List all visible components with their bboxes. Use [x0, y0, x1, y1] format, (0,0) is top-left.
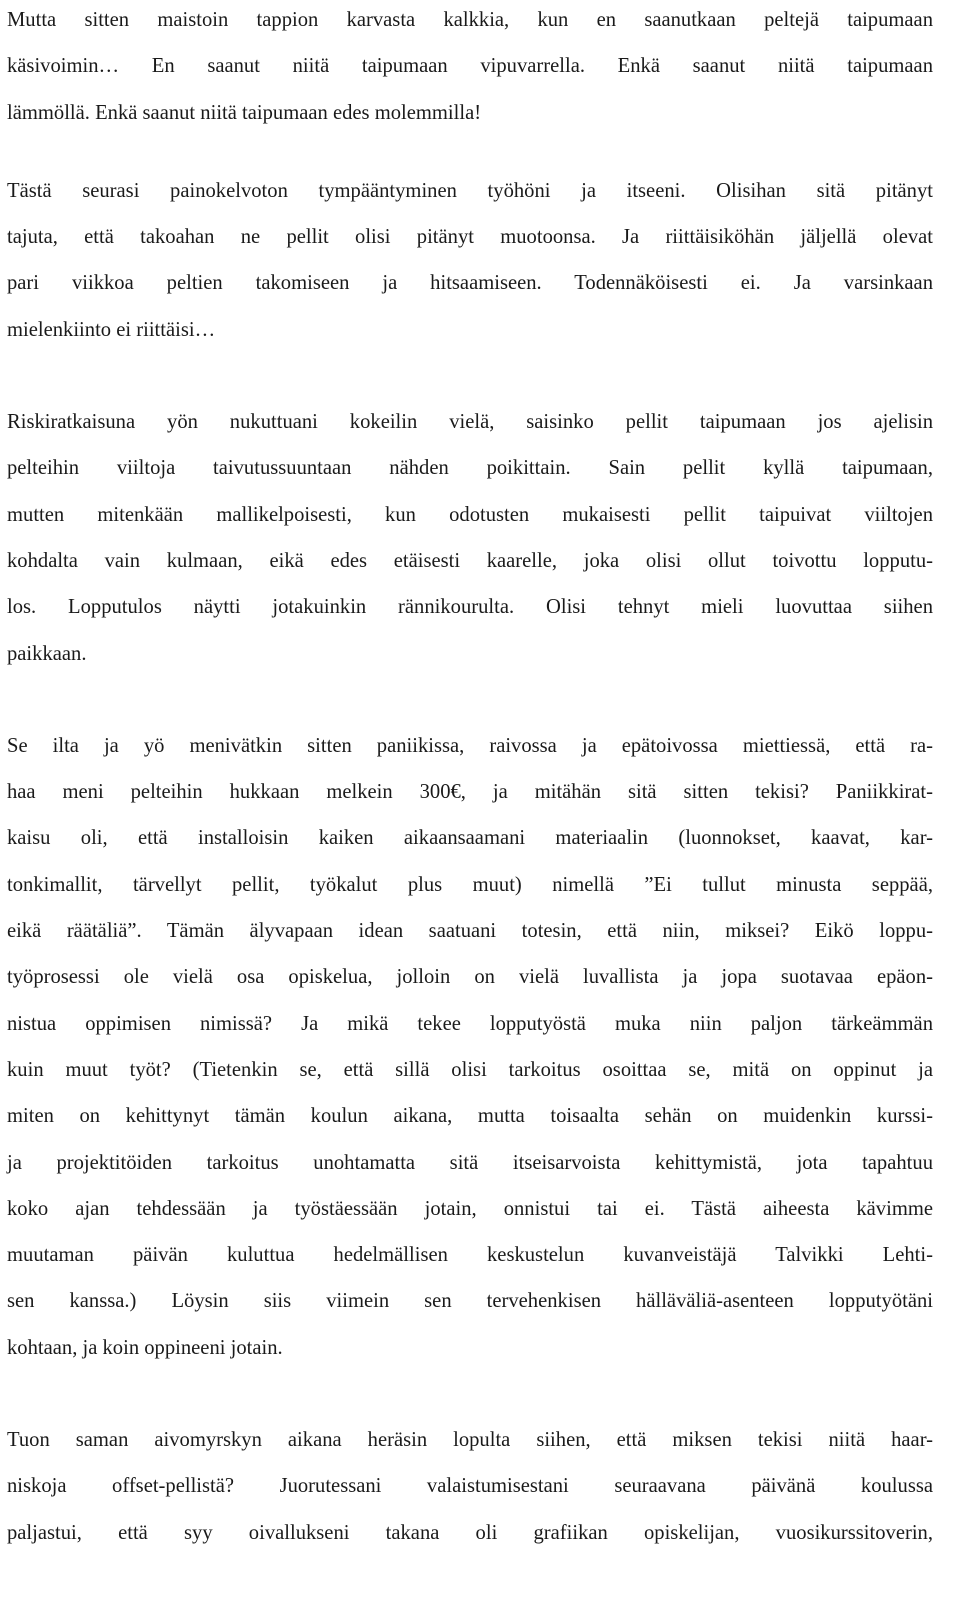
text-line: kohdalta vain kulmaan, eikä edes etäisesti kaarelle, joka olisi ollut toivottu lopputu-: [7, 549, 933, 572]
text-line: tajuta, että takoahan ne pellit olisi pitänyt muotoonsa. Ja riittäisiköhän jäljellä olevat: [7, 226, 933, 249]
text-line: mutten mitenkään mallikelpoisesti, kun odotusten mukaisesti pellit taipuivat viiltojen: [7, 503, 933, 526]
text-line: ja projektitöiden tarkoitus unohtamatta sitä itseisarvoista kehittymistä, jota tapahtuu: [7, 1151, 933, 1174]
text-line: muutaman päivän kuluttua hedelmällisen keskustelun kuvanveistäjä Talvikki Lehti-: [7, 1244, 933, 1267]
text-line: tonkimallit, tärvellyt pellit, työkalut plus muut) nimellä ”Ei tullut minusta seppää,: [7, 873, 933, 896]
text-line: nistua oppimisen nimissä? Ja mikä tekee lopputyöstä muka niin paljon tärkeämmän: [7, 1012, 933, 1035]
text-line: käsivoimin… En saanut niitä taipumaan vipuvarrella. Enkä saanut niitä taipumaan: [7, 55, 933, 78]
text-line: kohtaan, ja koin oppineeni jotain.: [7, 1336, 283, 1359]
document-page: [7, 0, 933, 1556]
text-line: paikkaan.: [7, 642, 87, 665]
text-line: työprosessi ole vielä osa opiskelua, jolloin on vielä luvallista ja jopa suotavaa epäon-: [7, 966, 933, 989]
paragraph-gap: [7, 353, 933, 399]
text-line: koko ajan tehdessään ja työstäessään jotain, onnistui tai ei. Tästä aiheesta kävimme: [7, 1197, 933, 1220]
text-line: Se ilta ja yö menivätkin sitten paniikissa, raivossa ja epätoivossa miettiessä, että ra-: [7, 734, 933, 757]
text-line: sen kanssa.) Löysin siis viimein sen tervehenkisen hälläväliä-asenteen lopputyötäni: [7, 1290, 933, 1313]
text-line: paljastui, että syy oivallukseni takana oli grafiikan opiskelijan, vuosikurssitoverin,: [7, 1521, 933, 1544]
text-line: pari viikkoa peltien takomiseen ja hitsaamiseen. Todennäköisesti ei. Ja varsinkaan: [7, 272, 933, 295]
paragraph-gap: [7, 677, 933, 723]
text-line: kaisu oli, että installoisin kaiken aikaansaamani materiaalin (luonnokset, kaavat, kar-: [7, 827, 933, 850]
paragraph-3: [7, 399, 933, 677]
paragraph-gap: [7, 1371, 933, 1417]
text-line: pelteihin viiltoja taivutussuuntaan nähden poikittain. Sain pellit kyllä taipumaan,: [7, 457, 933, 480]
text-line: lämmöllä. Enkä saanut niitä taipumaan edes molemmilla!: [7, 101, 482, 124]
paragraph-4: [7, 723, 933, 1371]
paragraph-1: [7, 0, 933, 136]
text-line: Riskiratkaisuna yön nukuttuani kokeilin vielä, saisinko pellit taipumaan jos ajelisin: [7, 411, 933, 434]
text-line: Tästä seurasi painokelvoton tympääntyminen työhöni ja itseeni. Olisihan sitä pitänyt: [7, 179, 933, 202]
text-line: los. Lopputulos näytti jotakuinkin rännikourulta. Olisi tehnyt mieli luovuttaa siihen: [7, 596, 933, 619]
paragraph-gap: [7, 136, 933, 168]
text-line: mielenkiinto ei riittäisi…: [7, 318, 216, 341]
text-line: kuin muut työt? (Tietenkin se, että sillä olisi tarkoitus osoittaa se, mitä on oppinut ja: [7, 1058, 933, 1081]
paragraph-2: [7, 168, 933, 353]
text-line: Mutta sitten maistoin tappion karvasta kalkkia, kun en saanutkaan peltejä taipumaan: [7, 9, 933, 31]
paragraph-5: [7, 1417, 933, 1556]
text-line: miten on kehittynyt tämän koulun aikana, mutta toisaalta sehän on muidenkin kurssi-: [7, 1105, 933, 1128]
text-line: eikä räätäliä”. Tämän älyvapaan idean saatuani totesin, että niin, miksei? Eikö loppu-: [7, 920, 933, 943]
text-line: niskoja offset-pellistä? Juorutessani valaistumisestani seuraavana päivänä koulussa: [7, 1475, 933, 1498]
text-line: Tuon saman aivomyrskyn aikana heräsin lopulta siihen, että miksen tekisi niitä haar-: [7, 1429, 933, 1452]
text-line: haa meni pelteihin hukkaan melkein 300€, ja mitähän sitä sitten tekisi? Paniikkirat-: [7, 781, 933, 804]
